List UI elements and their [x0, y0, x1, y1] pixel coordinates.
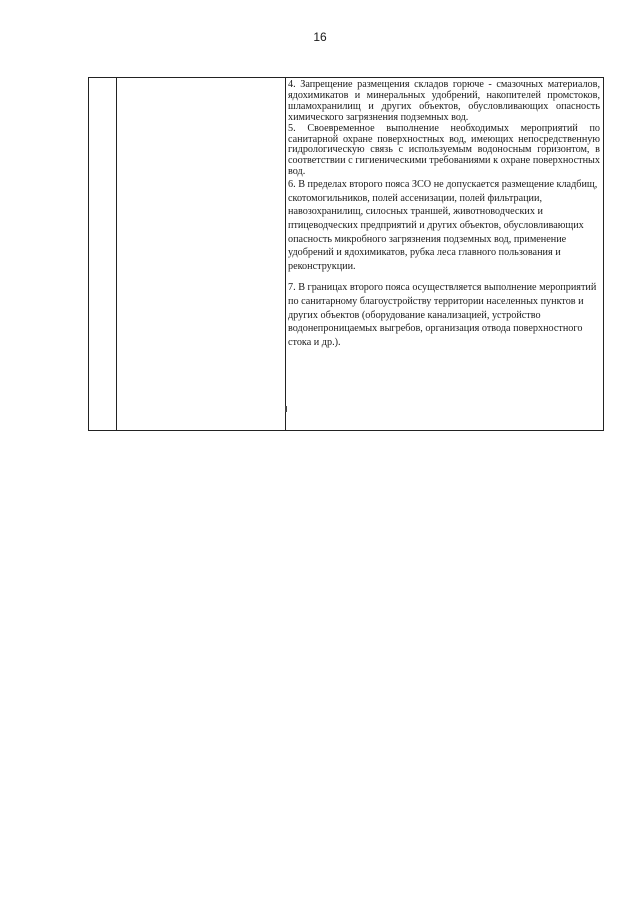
item-text: Своевременное выполнение необходимых мероприятий по санитарной охране поверхностных вод, имеющих непосредственную гидрологическую связь с используемым водоносным горизонтом, в соответствии с гигиеническими требованиями к охране поверхностных вод.: [288, 122, 600, 178]
list-item: [288, 80, 600, 124]
item-number: 5.: [288, 122, 296, 134]
requirements-table: [88, 77, 604, 431]
item-number: 4.: [288, 79, 296, 90]
item-text: В границах второго пояса осуществляется выполнение мероприятий по санитарному благоустройству территории населенных пунктов и других объектов (оборудование канализацией, устройство водонепроницаемых выгребов, организация отвода поверхностного стока и др.).: [288, 282, 597, 348]
list-item: [288, 281, 600, 349]
page-number: 16: [313, 30, 327, 44]
item-number: 7.: [288, 282, 296, 294]
list-item: [288, 124, 600, 179]
item-text: Запрещение размещения складов горюче - смазочных материалов, ядохимикатов и минеральных удобрений, накопителей промстоков, шламохранилищ и других объектов, обусловливающих опасность химического загрязнения подземных вод.: [288, 79, 600, 123]
table-cell-requirements: [286, 78, 603, 430]
item-text: В пределах второго пояса ЗСО не допускается размещение кладбищ, скотомогильников, полей ассенизации, полей фильтрации, навозохранилищ, силосных траншей, животноводческих и птицеводческих предприятий и других объектов, обусловливающих опасность микробного загрязнения подземных вод, применение удобрений и ядохимикатов, рубка леса главного пользования и реконструкции.: [288, 179, 598, 272]
table-column-divider: [116, 78, 117, 430]
item-number: 6.: [288, 179, 296, 191]
scan-mark: [285, 406, 287, 412]
list-item: [288, 178, 600, 273]
